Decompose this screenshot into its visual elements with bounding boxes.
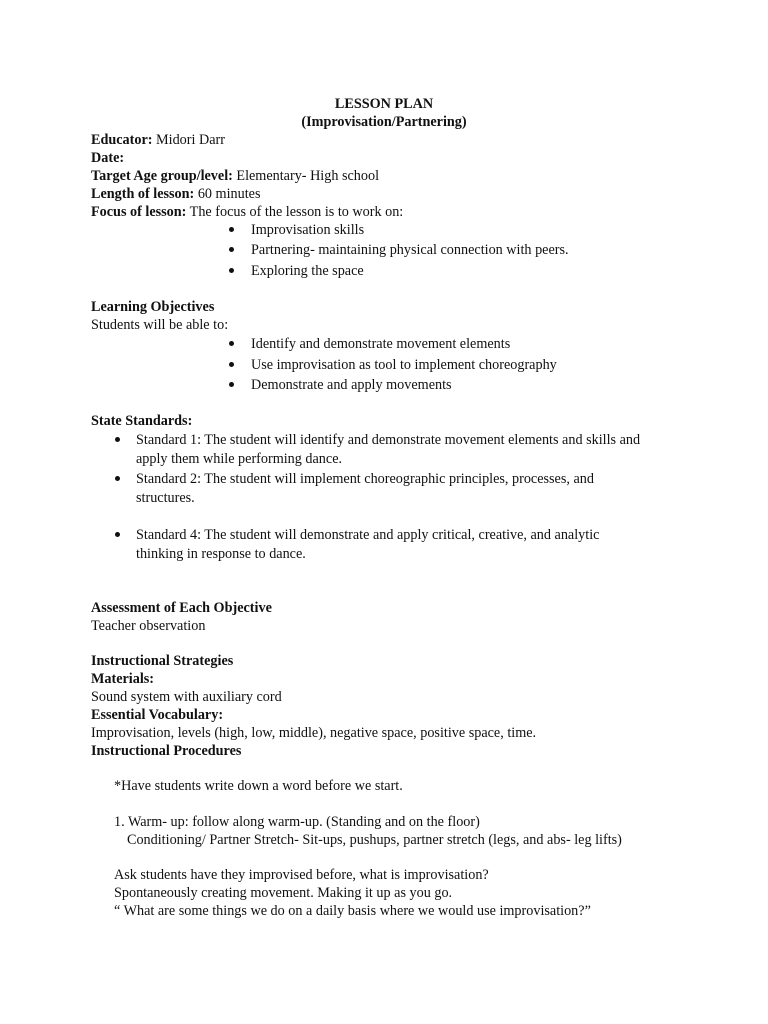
standard-item-line: Standard 2: The student will implement choreographic principles, processes, and: [136, 471, 594, 487]
focus-item: Exploring the space: [251, 263, 364, 279]
procedure-answer: Spontaneously creating movement. Making it up as you go.: [114, 885, 453, 901]
bullet-icon: [229, 362, 234, 367]
educator-label: Educator:: [91, 132, 153, 148]
bullet-icon: [115, 476, 120, 481]
objective-item: Demonstrate and apply movements: [251, 377, 452, 393]
bullet-icon: [229, 268, 234, 273]
educator-value: Midori Darr: [156, 132, 225, 148]
step-number: 1.: [114, 814, 125, 830]
bullet-icon: [115, 532, 120, 537]
procedure-question: Ask students have they improvised before, what is improvisation?: [114, 867, 489, 883]
standard-item-line: Standard 4: The student will demonstrate and apply critical, creative, and analytic: [136, 527, 600, 543]
procedure-step-1: [114, 813, 480, 831]
standard-item-line: apply them while performing dance.: [136, 451, 343, 467]
step-text: Warm- up: follow along warm-up. (Standing and on the floor): [127, 814, 480, 830]
doc-subtitle: (Improvisation/Partnering): [301, 114, 467, 130]
standards-heading: State Standards:: [91, 413, 193, 429]
length-line: [91, 185, 260, 203]
bullet-icon: [229, 247, 234, 252]
bullet-icon: [229, 382, 234, 387]
age-line: [91, 167, 379, 185]
length-value: 60 minutes: [197, 186, 261, 202]
procedure-quote: “ What are some things we do on a daily basis where we would use improvisation?”: [114, 903, 591, 919]
focus-item: Improvisation skills: [251, 222, 365, 238]
strategies-heading: Instructional Strategies: [91, 653, 234, 669]
focus-value: The focus of the lesson is to work on:: [189, 204, 404, 220]
objective-item: Identify and demonstrate movement elements: [251, 336, 511, 352]
materials-text: Sound system with auxiliary cord: [91, 689, 282, 705]
standard-item-line: thinking in response to dance.: [136, 546, 306, 562]
standard-item-line: structures.: [136, 490, 195, 506]
objectives-heading: Learning Objectives: [91, 299, 215, 315]
bullet-icon: [229, 341, 234, 346]
assessment-text: Teacher observation: [91, 618, 206, 634]
educator-line: [91, 131, 225, 149]
focus-item: Partnering- maintaining physical connection with peers.: [251, 242, 569, 258]
procedures-label: Instructional Procedures: [91, 743, 242, 759]
focus-line: [91, 203, 403, 221]
age-label: Target Age group/level:: [91, 168, 233, 184]
doc-title: LESSON PLAN: [334, 96, 434, 112]
focus-label: Focus of lesson:: [91, 204, 187, 220]
assessment-heading: Assessment of Each Objective: [91, 600, 272, 616]
bullet-icon: [115, 437, 120, 442]
date-label: Date:: [91, 150, 125, 166]
procedure-note: *Have students write down a word before we start.: [114, 778, 403, 794]
age-value: Elementary- High school: [236, 168, 380, 184]
vocabulary-text: Improvisation, levels (high, low, middle), negative space, positive space, time.: [91, 725, 537, 741]
length-label: Length of lesson:: [91, 186, 195, 202]
standard-item-line: Standard 1: The student will identify and demonstrate movement elements and skills and: [136, 432, 641, 448]
objectives-intro: Students will be able to:: [91, 317, 229, 333]
vocabulary-label: Essential Vocabulary:: [91, 707, 224, 723]
objective-item: Use improvisation as tool to implement choreography: [251, 357, 557, 373]
materials-label: Materials:: [91, 671, 155, 687]
bullet-icon: [229, 227, 234, 232]
procedure-step-1-sub: Conditioning/ Partner Stretch- Sit-ups, pushups, partner stretch (legs, and abs- leg lifts): [127, 832, 622, 848]
